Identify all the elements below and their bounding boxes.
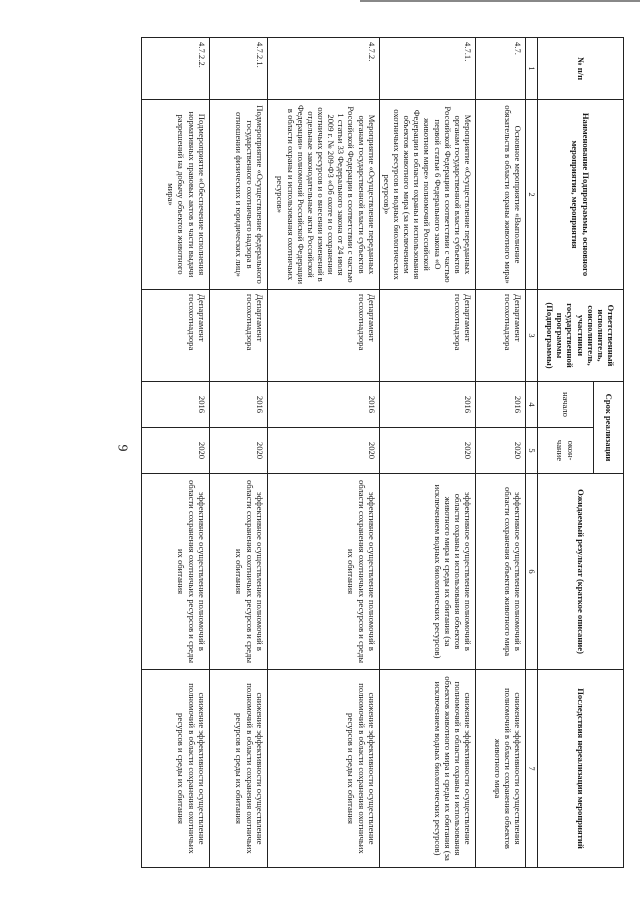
row-name: Основное мероприятие «Выполнение обязательств в области охраны животного мира» bbox=[476, 100, 526, 290]
row-end: 2020 bbox=[209, 428, 267, 474]
column-number: 2 bbox=[526, 100, 538, 290]
table-row bbox=[476, 38, 526, 868]
header-result: Ожидаемый результат (краткое описание) bbox=[538, 474, 624, 670]
row-consequences: снижение эффективности осуществление полномочий в области сохранения охотничьих ресурсов и среды их обитания bbox=[141, 670, 209, 868]
header-start: начало bbox=[538, 382, 594, 428]
row-responsible: Департамент госохотнадзора bbox=[141, 290, 209, 382]
row-end: 2020 bbox=[379, 428, 475, 474]
header-name: Наименование Подпрограммы, основного мероприятия, мероприятия bbox=[538, 100, 624, 290]
row-consequences: снижение эффективности осуществления полномочий в области сохранения объектов животного мира bbox=[476, 670, 526, 868]
column-number: 4 bbox=[526, 382, 538, 428]
row-result: эффективное осуществление полномочий в области сохранения охотничьих ресурсов и среды их обитания bbox=[267, 474, 379, 670]
row-consequences: снижение эффективности осуществление полномочий в области сохранения охотничьих ресурсов и среды их обитания bbox=[209, 670, 267, 868]
column-number: 7 bbox=[526, 670, 538, 868]
row-end: 2020 bbox=[476, 428, 526, 474]
rotated-table-container bbox=[146, 37, 624, 867]
row-start: 2016 bbox=[379, 382, 475, 428]
row-start: 2016 bbox=[476, 382, 526, 428]
column-number: 3 bbox=[526, 290, 538, 382]
column-number-row bbox=[526, 38, 538, 868]
header-end: окон-чание bbox=[538, 428, 594, 474]
page-number: 9 bbox=[114, 444, 130, 452]
row-result: эффективное осуществление полномочий в области сохранения охотничьих ресурсов и среды их обитания bbox=[209, 474, 267, 670]
table-body bbox=[141, 38, 525, 868]
row-responsible: Департамент госохотнадзора bbox=[209, 290, 267, 382]
row-responsible: Департамент госохотнадзора bbox=[379, 290, 475, 382]
row-name: Подмероприятие «Осуществление федерального государственного охотничьего надзора в отношении физических и юридических лиц» bbox=[209, 100, 267, 290]
row-responsible: Департамент госохотнадзора bbox=[267, 290, 379, 382]
row-num: 4.7.1. bbox=[379, 38, 475, 100]
row-start: 2016 bbox=[141, 382, 209, 428]
table-row bbox=[379, 38, 475, 868]
column-number: 6 bbox=[526, 474, 538, 670]
row-consequences: снижение эффективности осуществление полномочий в области сохранения охотничьих ресурсов и среды их обитания bbox=[267, 670, 379, 868]
row-end: 2020 bbox=[267, 428, 379, 474]
row-num: 4.7.2.1. bbox=[209, 38, 267, 100]
column-number: 1 bbox=[526, 38, 538, 100]
header-period: Срок реализации bbox=[594, 382, 624, 474]
header-consequences: Последствия нереализации мероприятий bbox=[538, 670, 624, 868]
header-responsible: Ответственный исполнитель, соисполнитель, участники государственной программы (Подпрограммы) bbox=[538, 290, 624, 382]
table-row bbox=[209, 38, 267, 868]
row-num: 4.7.2.2. bbox=[141, 38, 209, 100]
column-number: 5 bbox=[526, 428, 538, 474]
row-start: 2016 bbox=[267, 382, 379, 428]
table-row bbox=[141, 38, 209, 868]
row-num: 4.7.2. bbox=[267, 38, 379, 100]
table-header bbox=[526, 38, 624, 868]
activities-table bbox=[141, 37, 624, 868]
row-num: 4.7. bbox=[476, 38, 526, 100]
row-result: эффективное осуществление полномочий в области сохранения объектов животного мира bbox=[476, 474, 526, 670]
row-name: Мероприятие «Осуществление переданных органам государственной власти субъектов Российской Федерации в соответствии с частью первой статьи 6 Федерального закона «О животном мире» полномочий Российской Федерации в области охраны и использования объектов животного мира (за исключением охотничьих ресурсов и водных биологических ресурсов)» bbox=[379, 100, 475, 290]
row-name: Мероприятие «Осуществление переданных органам государственной власти субъектов Российской Федерации в соответствии с частью 1 статьи 33 Федерального закона от 24 июля 2009 г. № 209-ФЗ «Об охоте и о сохранении охотничьих ресурсов и о внесении изменений в отдельные законодательные акты Российской Федерации» полномочий Российской Федерации в области охраны и использования охотничьих ресурсов» bbox=[267, 100, 379, 290]
row-end: 2020 bbox=[141, 428, 209, 474]
scan-edge-line bbox=[360, 0, 640, 2]
row-name: Подмероприятие «Обеспечение исполнения нормативных правовых актов в части выдачи разрешений на добычу объектов животного мира» bbox=[141, 100, 209, 290]
row-consequences: снижение эффективности осуществление полномочий в области охраны и использования объектов животного мира и среды их обитания (за исключением водных биологических ресурсов) bbox=[379, 670, 475, 868]
header-num: № п/п bbox=[538, 38, 624, 100]
row-start: 2016 bbox=[209, 382, 267, 428]
row-responsible: Департамент госохотнадзора bbox=[476, 290, 526, 382]
row-result: эффективное осуществление полномочий в области сохранения охотничьих ресурсов и среды их обитания bbox=[141, 474, 209, 670]
table-row bbox=[267, 38, 379, 868]
row-result: эффективное осуществление полномочий в области охраны и использования объектов животного мира и среды их обитания (за исключением водных биологических ресурсов) bbox=[379, 474, 475, 670]
